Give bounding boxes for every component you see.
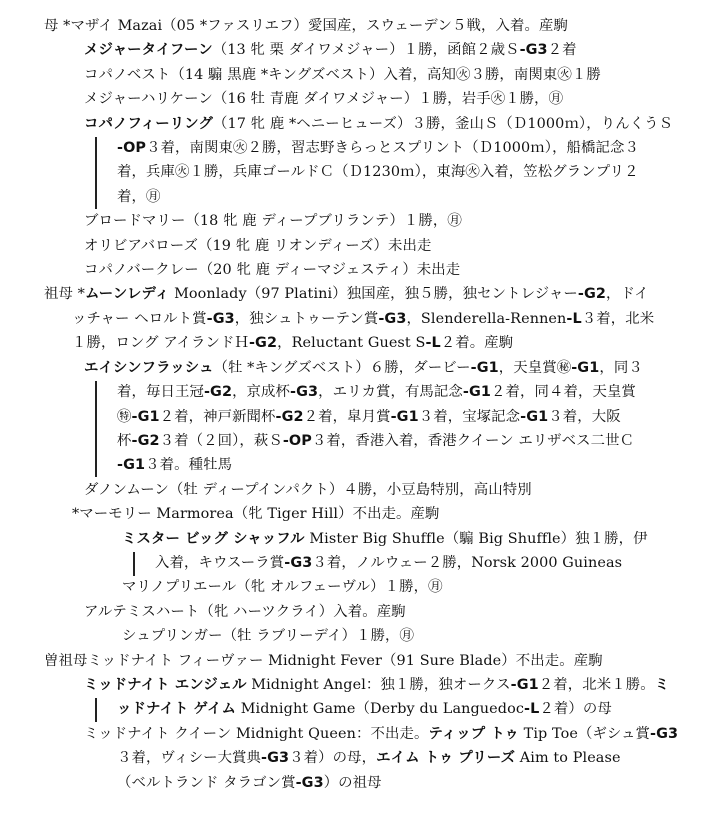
text-segment: ３着，北米 xyxy=(581,310,655,327)
bold-text-segment: ミッドナイト エンジェル xyxy=(84,676,247,693)
text-segment: ３着）の母， xyxy=(289,750,377,767)
pedigree-line xyxy=(0,160,720,184)
text-segment: ２着 xyxy=(547,42,577,59)
bracket-bar-eishin-flash xyxy=(95,381,97,477)
pedigree-line xyxy=(0,649,720,673)
text-segment: Mister Big Shuffle（騸 Big Shuffle）独１勝，伊 xyxy=(304,530,648,547)
pedigree-line xyxy=(0,87,720,111)
bold-text-segment: -OP xyxy=(282,432,312,449)
pedigree-line xyxy=(0,185,720,209)
bold-text-segment: ミ xyxy=(654,676,670,693)
pedigree-line xyxy=(0,551,720,575)
text-segment: 着，兵庫㊋１勝，兵庫ゴールドＣ（Ｄ1230ｍ），東海㊋入着，笠松グランプリ２ xyxy=(117,164,639,181)
bold-text-segment: -G3 xyxy=(290,384,319,401)
bracket-bar-midnight-angel xyxy=(95,698,97,722)
text-segment: アルテミスハート（牝 ハーツクライ）入着。産駒 xyxy=(84,603,406,620)
bold-text-segment: -G3 xyxy=(650,725,679,742)
text-segment: ㊕ xyxy=(117,408,132,425)
pedigree-line xyxy=(0,697,720,721)
text-segment: ３着，南関東㊋２勝，習志野きらっとスプリント（Ｄ1000ｍ），船橋記念３ xyxy=(146,140,640,157)
bold-text-segment: -G2 xyxy=(248,335,278,352)
text-segment: コパノベスト（14 騸 黒鹿 *キングズベスト）入着，高知㊋３勝，南関東㊋１勝 xyxy=(84,66,601,83)
pedigree-line xyxy=(0,453,720,477)
pedigree-line xyxy=(0,527,720,551)
pedigree-line xyxy=(0,234,720,258)
text-segment: ，京成杯 xyxy=(232,384,291,401)
text-segment: ３着，ヴィシー大賞典 xyxy=(117,750,262,767)
pedigree-line xyxy=(0,405,720,429)
text-segment: 杯 xyxy=(117,432,132,449)
bracket-bar-kopano-feeling xyxy=(95,137,97,209)
text-segment: 母 *マザイ Mazai（05 *ファスリエフ）愛国産，スウェーデン５戦，入着。産駒 xyxy=(44,18,568,34)
pedigree-line xyxy=(0,14,720,38)
text-segment: ３着（２回），萩Ｓ xyxy=(159,432,283,449)
bold-text-segment: -G2 xyxy=(203,384,233,401)
text-segment: ，独シュトゥーテン賞 xyxy=(234,310,379,327)
text-segment: シュプリンガー（牡 ラブリーデイ）１勝，㊊ xyxy=(122,628,415,645)
text-segment: （牡 *キングズベスト）６勝，ダービー xyxy=(213,359,471,376)
bold-text-segment: -G2 xyxy=(131,432,160,449)
text-segment: ミッドナイト クイーン Midnight Queen：不出走。 xyxy=(84,725,429,742)
text-segment: ，Slenderella-Rennen xyxy=(406,310,567,327)
text-segment: Aim to Please xyxy=(515,750,621,767)
text-segment: マリノプリエール（牝 オルフェーヴル）１勝，㊊ xyxy=(122,579,443,596)
pedigree-line xyxy=(0,575,720,599)
bold-text-segment: ッドナイト ゲイム xyxy=(117,701,237,718)
text-segment: コパノバークレー（20 牝 鹿 ディーマジェスティ）未出走 xyxy=(84,262,461,279)
bold-text-segment: -L xyxy=(425,335,441,352)
pedigree-line xyxy=(0,380,720,404)
bold-text-segment: -G3 xyxy=(378,310,407,327)
text-segment: １勝，ロング アイランドＨ xyxy=(72,335,249,352)
pedigree-line xyxy=(0,478,720,502)
bold-text-segment: -L xyxy=(566,310,582,327)
text-segment: （17 牝 鹿 *ヘニーヒューズ）３勝，釜山Ｓ（Ｄ1000ｍ），りんくうＳ xyxy=(212,115,674,132)
bold-text-segment: -L xyxy=(524,701,540,718)
bold-text-segment: -G1 xyxy=(131,408,160,425)
bold-text-segment: -G1 xyxy=(462,384,492,401)
text-segment: ，Reluctant Guest S xyxy=(277,335,426,352)
pedigree-line xyxy=(0,429,720,453)
bold-text-segment: -G1 xyxy=(470,359,499,376)
text-segment: *マーモリー Marmorea（牝 Tiger Hill）不出走。産駒 xyxy=(72,506,440,523)
text-segment: ダノンムーン（牡 ディープインパクト）４勝，小豆島特別，高山特別 xyxy=(84,481,532,498)
text-segment: 入着，キウスーラ賞 xyxy=(155,554,285,571)
text-segment: ，ドイ xyxy=(606,286,649,303)
text-segment: Tip Toe（ギシュ賞 xyxy=(518,725,651,742)
pedigree-line xyxy=(0,624,720,648)
text-segment: ３着，香港入着，香港クイーン エリザベス二世Ｃ xyxy=(311,432,635,449)
text-segment: ッチャー ヘロルト賞 xyxy=(72,310,207,327)
bold-text-segment: エイム トゥ プリーズ xyxy=(376,750,516,767)
text-segment: オリビアバローズ（19 牝 鹿 リオンディーズ）未出走 xyxy=(84,237,432,254)
text-segment: ２着）の母 xyxy=(539,701,612,718)
text-segment: ２着。産駒 xyxy=(440,335,514,352)
pedigree-line xyxy=(0,600,720,624)
text-segment: ３着，大阪 xyxy=(548,408,621,425)
text-segment: 着，㊊ xyxy=(117,188,161,205)
text-segment: Midnight Game（Derby du Languedoc xyxy=(236,701,525,718)
text-segment: ２着，皐月賞 xyxy=(303,408,391,425)
bold-text-segment: -G2 xyxy=(577,286,607,303)
bold-text-segment: -G1 xyxy=(117,457,146,474)
bold-text-segment: -G1 xyxy=(520,408,549,425)
pedigree-line xyxy=(0,673,720,697)
text-segment: ２着，北米１勝。 xyxy=(538,676,655,693)
text-segment: ２着，同４着，天皇賞 xyxy=(491,384,636,401)
bracket-bar-mister-big-shuffle xyxy=(133,552,135,576)
pedigree-line xyxy=(0,771,720,795)
text-segment: ３着。種牡馬 xyxy=(145,457,233,474)
pedigree-line xyxy=(0,746,720,770)
bold-text-segment: ミスター ビッグ シャッフル xyxy=(122,530,305,547)
bold-text-segment: -G3 xyxy=(261,750,290,767)
bold-text-segment: -G1 xyxy=(390,408,419,425)
pedigree-line xyxy=(0,331,720,355)
bold-text-segment: -G3 xyxy=(519,42,548,59)
text-segment: ，同３ xyxy=(599,359,643,376)
text-segment: 曽祖母ミッドナイト フィーヴァー Midnight Fever（91 Sure Blade）不出走。産駒 xyxy=(44,652,603,669)
text-segment: （13 牝 栗 ダイワメジャー）１勝，函館２歳Ｓ xyxy=(212,42,520,59)
pedigree-line xyxy=(0,282,720,306)
bold-text-segment: エイシンフラッシュ xyxy=(84,359,214,376)
pedigree-line xyxy=(0,209,720,233)
text-segment: ，天皇賞㊙ xyxy=(498,359,572,376)
bold-text-segment: -G3 xyxy=(284,554,313,571)
text-segment: Midnight Angel：独１勝，独オークス xyxy=(246,676,511,693)
text-segment: ３着，宝塚記念 xyxy=(418,408,521,425)
text-segment: ３着，ノルウェー２勝，Norsk 2000 Guineas xyxy=(312,554,623,571)
bold-text-segment: -G2 xyxy=(275,408,304,425)
pedigree-line xyxy=(0,63,720,87)
text-segment: ，エリカ賞，有馬記念 xyxy=(318,384,463,401)
text-segment: 着，毎日王冠 xyxy=(117,384,204,401)
pedigree-line xyxy=(0,722,720,746)
pedigree-line xyxy=(0,258,720,282)
bold-text-segment: -G1 xyxy=(510,676,539,693)
text-segment: 祖母 * xyxy=(44,286,85,303)
text-segment: ）の祖母 xyxy=(323,774,382,791)
bold-text-segment: ムーンレディ xyxy=(84,286,170,303)
pedigree-line xyxy=(0,136,720,160)
text-segment: ブロードマリー（18 牝 鹿 ディープブリランテ）１勝，㊊ xyxy=(84,213,462,230)
pedigree-text-block xyxy=(0,14,720,795)
bold-text-segment: -OP xyxy=(117,140,147,157)
bold-text-segment: コパノフィーリング xyxy=(84,115,213,132)
text-segment: ２着，神戸新聞杯 xyxy=(159,408,276,425)
bold-text-segment: -G3 xyxy=(206,310,235,327)
text-segment: Moonlady（97 Platini）独国産，独５勝，独セントレジャー xyxy=(169,286,578,303)
pedigree-line xyxy=(0,502,720,526)
bold-text-segment: -G1 xyxy=(571,359,600,376)
bold-text-segment: メジャータイフーン xyxy=(84,42,213,59)
text-segment: （ベルトランド タラゴン賞 xyxy=(117,774,296,791)
bold-text-segment: -G3 xyxy=(295,774,324,791)
pedigree-line xyxy=(0,38,720,62)
pedigree-line xyxy=(0,112,720,136)
pedigree-line xyxy=(0,356,720,380)
pedigree-line xyxy=(0,307,720,331)
text-segment: メジャーハリケーン（16 牡 青鹿 ダイワメジャー）１勝，岩手㊋１勝，㊊ xyxy=(84,91,564,108)
bold-text-segment: ティップ トゥ xyxy=(428,725,519,742)
